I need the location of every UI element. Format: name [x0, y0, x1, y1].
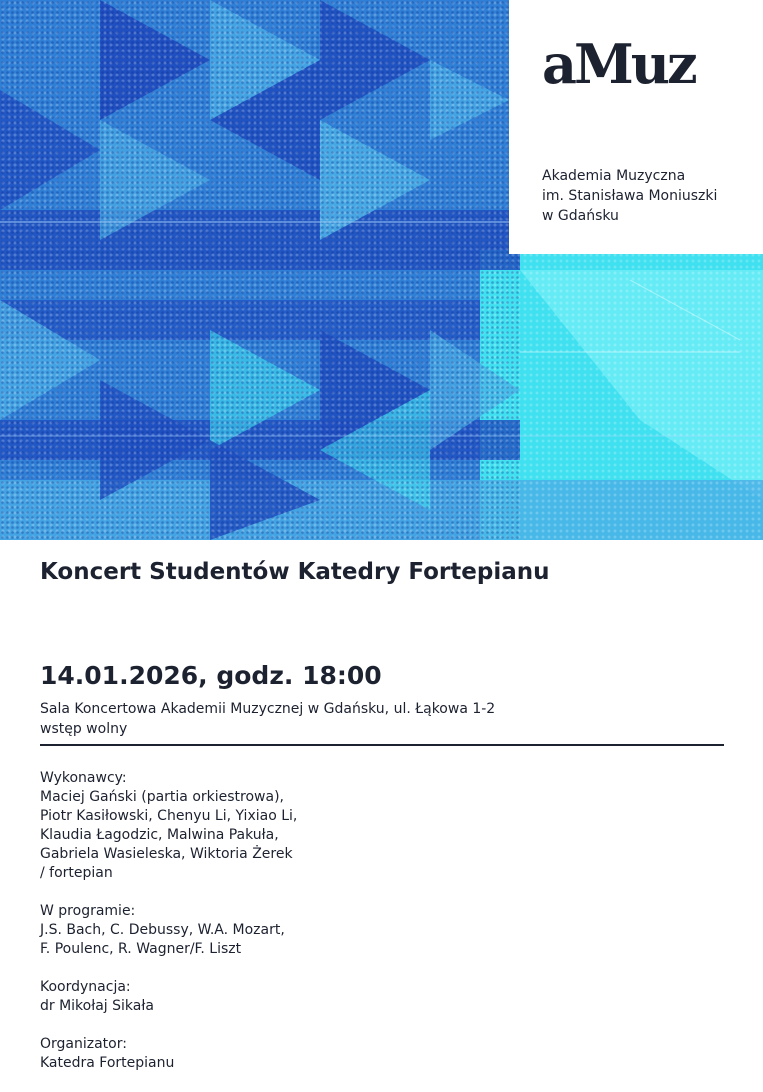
organizer-heading: Organizator:	[40, 1036, 127, 1052]
institution-line: Akademia Muzyczna	[542, 168, 686, 184]
program-line: F. Poulenc, R. Wagner/F. Liszt	[40, 941, 242, 957]
performer-line: Klaudia Łagodzic, Malwina Pakuła,	[40, 827, 279, 843]
performers-heading: Wykonawcy:	[40, 770, 127, 786]
performer-line: Maciej Gański (partia orkiestrowa),	[40, 789, 285, 805]
performer-line: / fortepian	[40, 865, 113, 881]
venue-address: Sala Koncertowa Akademii Muzycznej w Gdańsku, ul. Łąkowa 1-2	[40, 701, 496, 717]
institution-name	[542, 166, 717, 226]
institution-line: w Gdańsku	[542, 208, 619, 224]
program-line: J.S. Bach, C. Debussy, W.A. Mozart,	[40, 922, 285, 938]
program-block	[40, 902, 297, 959]
amuz-logo: aMuz	[542, 32, 695, 96]
coordinator-name: dr Mikołaj Sikała	[40, 998, 154, 1014]
organizer-name: Katedra Fortepianu	[40, 1055, 175, 1071]
divider	[40, 744, 724, 746]
organizer-block	[40, 1035, 297, 1073]
concert-datetime: 14.01.2026, godz. 18:00	[40, 661, 382, 690]
brand-panel	[509, 0, 763, 254]
performer-line: Piotr Kasiłowski, Chenyu Li, Yixiao Li,	[40, 808, 298, 824]
coordination-block	[40, 978, 297, 1016]
venue-info	[40, 699, 495, 739]
concert-details	[40, 769, 297, 1092]
institution-line: im. Stanisława Moniuszki	[542, 188, 718, 204]
coordination-heading: Koordynacja:	[40, 979, 131, 995]
admission-note: wstęp wolny	[40, 721, 128, 737]
performers-block	[40, 769, 297, 883]
performer-line: Gabriela Wasieleska, Wiktoria Żerek	[40, 846, 293, 862]
concert-title: Koncert Studentów Katedry Fortepianu	[40, 559, 550, 585]
program-heading: W programie:	[40, 903, 136, 919]
